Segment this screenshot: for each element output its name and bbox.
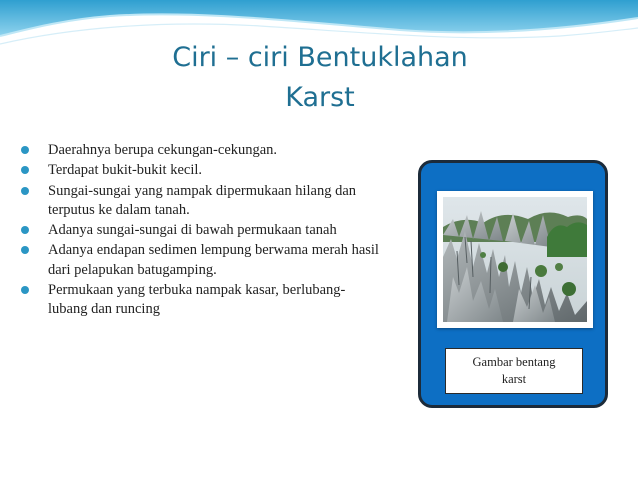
bullet-dot-icon bbox=[21, 166, 29, 174]
karst-landscape-image bbox=[443, 197, 587, 322]
bullet-dot-icon bbox=[21, 146, 29, 154]
slide-title-line1: Ciri – ciri Bentuklahan bbox=[172, 42, 468, 73]
image-caption-line2: karst bbox=[501, 372, 527, 386]
bullet-text: Sungai-sungai yang nampak dipermukaan hilang dan terputus ke dalam tanah. bbox=[48, 182, 357, 218]
image-caption-line1: Gambar bentang bbox=[472, 355, 556, 369]
bullet-item bbox=[20, 161, 380, 180]
karst-image-card bbox=[418, 160, 608, 408]
slide-title bbox=[110, 38, 530, 118]
bullet-item bbox=[20, 141, 380, 160]
slide-title-line2: Karst bbox=[285, 82, 355, 113]
bullet-item bbox=[20, 241, 380, 280]
bullet-text: Permukaan yang terbuka nampak kasar, berlubang-lubang dan runcing bbox=[48, 282, 346, 318]
bullet-item bbox=[20, 182, 380, 221]
bullet-dot-icon bbox=[21, 246, 29, 254]
bullet-text: Adanya endapan sedimen lempung berwama merah hasil dari pelapukan batugamping. bbox=[48, 242, 379, 278]
bullet-item bbox=[20, 221, 380, 240]
bullet-text: Adanya sungai-sungai di bawah permukaan tanah bbox=[48, 222, 337, 239]
bullet-list bbox=[20, 141, 380, 321]
bullet-dot-icon bbox=[21, 187, 29, 195]
image-caption bbox=[445, 348, 583, 394]
bullet-dot-icon bbox=[21, 286, 29, 294]
bullet-text: Terdapat bukit-bukit kecil. bbox=[48, 162, 203, 179]
bullet-text: Daerahnya berupa cekungan-cekungan. bbox=[48, 142, 278, 158]
karst-photo-frame bbox=[437, 191, 593, 328]
bullet-item bbox=[20, 281, 380, 320]
bullet-dot-icon bbox=[21, 226, 29, 234]
